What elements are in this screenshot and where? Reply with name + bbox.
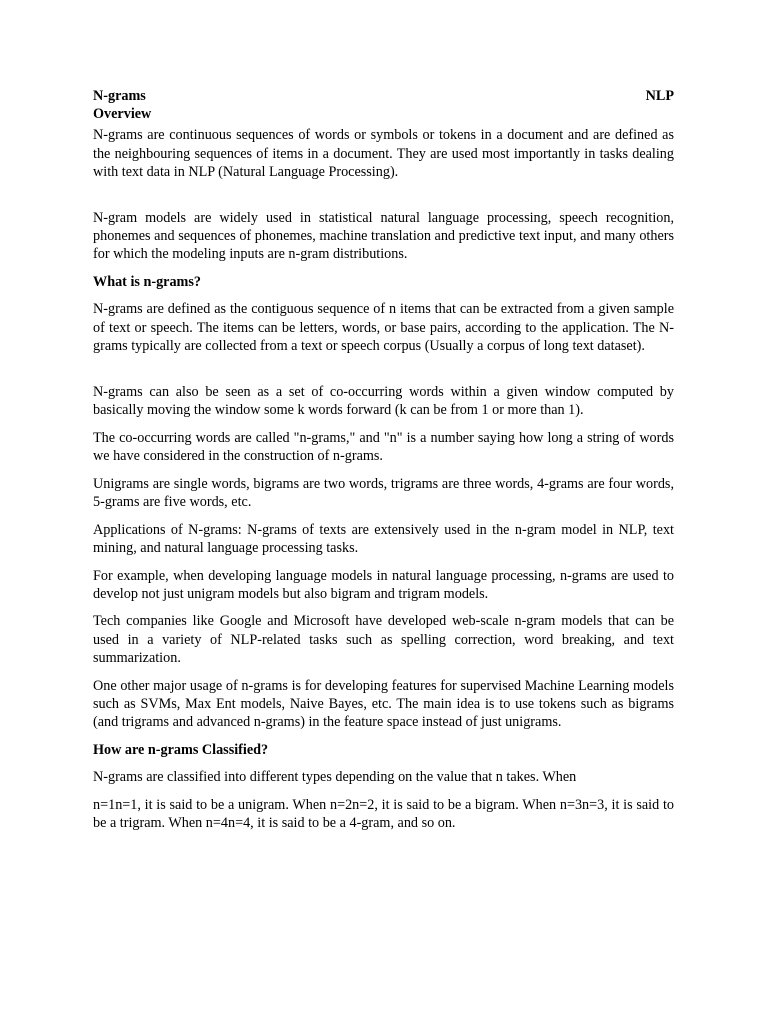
paragraph: N-grams are continuous sequences of words or symbols or tokens in a document and are defined as the neighbouring sequences of items in a document. They are used most importantly in tasks dealing with text data in NLP (Natural Language Processing). xyxy=(93,127,674,180)
paragraph: Applications of N-grams: N-grams of texts are extensively used in the n-gram model in NLP, text mining, and natural language processing tasks. xyxy=(93,521,674,556)
document-title: N-grams xyxy=(93,88,146,104)
paragraph: Tech companies like Google and Microsoft have developed web-scale n-gram models that can be used in a variety of NLP-related tasks such as spelling correction, word breaking, and text summarization. xyxy=(93,613,674,666)
paragraph: N-gram models are widely used in statistical natural language processing, speech recognition, phonemes and sequences of phonemes, machine translation and predictive text input, and many others for which the modeling inputs are n-gram distributions. xyxy=(93,210,674,263)
section-heading-how: How are n-grams Classified? xyxy=(93,741,269,758)
paragraph: N-grams are defined as the contiguous sequence of n items that can be extracted from a given sample of text or speech. The items can be letters, words, or base pairs, according to the application. The N-grams typically are collected from a text or speech corpus (Usually a corpus of long text dataset). xyxy=(93,301,674,354)
document-topic: NLP xyxy=(645,88,674,104)
paragraph: N-grams are classified into different types depending on the value that n takes. When xyxy=(93,768,577,785)
paragraph: For example, when developing language models in natural language processing, n-grams are used to develop not just unigram models but also bigram and trigram models. xyxy=(93,567,674,602)
document-page xyxy=(93,87,674,842)
paragraph: The co-occurring words are called "n-grams," and "n" is a number saying how long a string of words we have considered in the construction of n-grams. xyxy=(93,429,674,465)
paragraph: One other major usage of n-grams is for developing features for supervised Machine Learning models such as SVMs, Max Ent models, Naive Bayes, etc. The main idea is to use tokens such as bigrams (and trigrams and advanced n-grams) in the feature space instead of just unigrams. xyxy=(93,677,674,730)
paragraph: Unigrams are single words, bigrams are two words, trigrams are three words, 4-grams are four words, 5-grams are five words, etc. xyxy=(93,475,674,510)
paragraph: N-grams can also be seen as a set of co-occurring words within a given window computed by basically moving the window some k words forward (k can be from 1 or more than 1). xyxy=(93,383,674,419)
paragraph: n=1n=1, it is said to be a unigram. When n=2n=2, it is said to be a bigram. When n=3n=3, it is said to be a trigram. When n=4n=4, it is said to be a 4-gram, and so on. xyxy=(93,796,674,831)
section-heading-overview: Overview xyxy=(93,106,152,123)
section-heading-what: What is n-grams? xyxy=(93,274,201,291)
document-header xyxy=(93,87,674,105)
